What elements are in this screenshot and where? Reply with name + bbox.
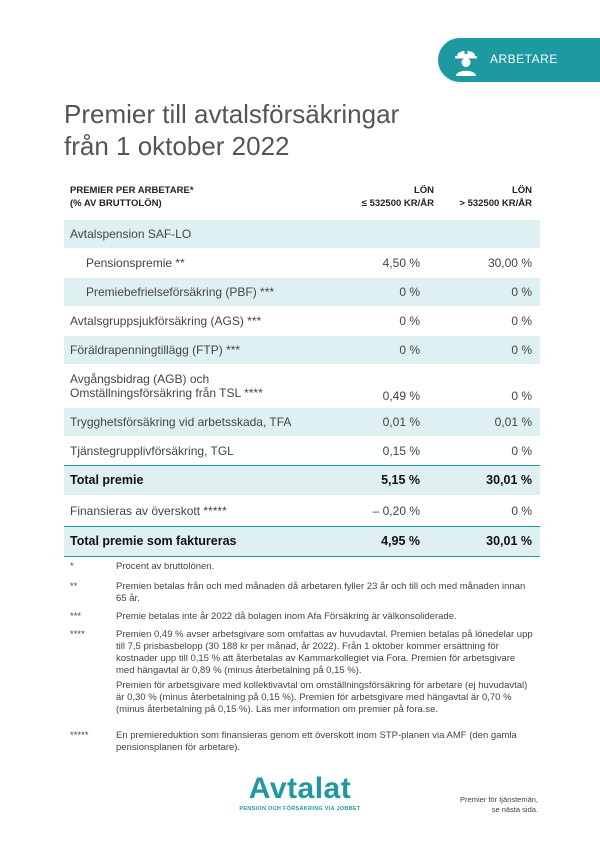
invoiced-total-row [64,526,540,556]
row-value-low: 4,50 % [382,256,420,270]
total-row [64,465,540,495]
worker-hardhat-icon [452,44,480,76]
footnote [70,611,540,623]
footnote-text: En premiereduktion som finansieras genom ett överskott inom STP-planen via AMF (den gamla pensionsplanen för arbetare). [116,730,517,753]
header-col1-line2: (% AV BRUTTOLÖN) [70,198,162,209]
row-label: Trygghetsförsäkring vid arbetsskada, TFA [64,408,314,436]
row-label-line1: Avgångsbidrag (AGB) och [70,372,210,386]
footnote-text: Premien 0,49 % avser arbetsgivare som omfattas av huvudavtal. Premien betalas på lönedelar upp till 7,5 prisbasbelopp (30 188 kr per månad, år 2022). Från 1 oktober kommer ersättning för kostnader upp till 0,15 % att återbetalas av Kammarkollegiet via Fora. Premien för arbetsgivare med hängavtal är 0,89 % (minus återbetalning på 0,15 %). [116,629,533,676]
next-page-note [460,795,538,815]
avtalat-logo [232,774,368,812]
page-title [64,98,399,162]
footnote-text: Procent av bruttolönen. [116,561,215,572]
premium-table [64,220,540,557]
row-value-high [430,220,540,248]
table-row [64,220,540,248]
row-value-low [314,220,430,248]
surplus-row [64,496,540,526]
header-col2-line1: LÖN [413,185,434,196]
header-col3 [459,184,532,210]
footnote [70,581,540,605]
row-label: Föräldrapenningtillägg (FTP) *** [64,336,314,364]
surplus-label: Finansieras av överskott ***** [70,503,227,518]
table-row [64,365,540,407]
table-row [64,307,540,335]
row-label: Tjänstegrupplivförsäkring, TGL [70,443,234,458]
footnote [70,730,540,754]
footnote-mark: ** [70,581,78,592]
page-title-line1: Premier till avtalsförsäkringar [64,99,400,129]
badge-label: ARBETARE [490,52,558,66]
row-label: Premiebefrielseförsäkring (PBF) *** [64,278,314,306]
header-col1-line1: PREMIER PER ARBETARE* [70,185,194,196]
footnote-mark: **** [70,629,85,640]
row-label: Avtalspension SAF-LO [64,220,314,248]
footnote-mark: * [70,561,74,572]
row-value-high: 0,01 % [430,408,540,436]
table-row [64,249,540,277]
total-value-low: 5,15 % [314,465,430,495]
header-col1 [70,184,194,210]
row-value-high: 0 % [511,389,532,403]
row-value-low: 0 % [314,336,430,364]
row-value-low: 0,01 % [314,408,430,436]
row-label [64,365,314,407]
footnote [70,561,540,573]
row-value-low: 0 % [399,314,420,328]
footnote [70,629,540,677]
table-row [64,278,540,306]
invoiced-value-high: 30,01 % [430,526,540,556]
total-value-high: 30,01 % [430,465,540,495]
next-page-note-line2: se nästa sida. [491,805,538,814]
footnote-text: Premien för arbetsgivare med kollektivavtal om omställningsförsäkring för arbetare (ej huvudavtal) är 0,30 % (minus återbetalning på 0,15 %). Premien för arbetsgivare med hängavtal är 0,70 % (minus återbetalning på 0,15 %). Läs mer information om premier på fora.se. [116,680,528,715]
row-label: Avtalsgruppsjukförsäkring (AGS) *** [70,314,262,328]
table-row [64,336,540,364]
row-value-high: 0 % [430,278,540,306]
total-label: Total premie [64,465,314,495]
table-row [64,437,540,465]
table-header [64,184,540,224]
footnote-mark: *** [70,611,82,622]
surplus-value-high: 0 % [511,503,532,518]
surplus-value-low: – 0,20 % [372,503,420,518]
footnote-text: Premien betalas från och med månaden då arbetaren fyller 23 år och till och med månaden innan 65 år. [116,581,526,604]
row-value-low: 0 % [314,278,430,306]
header-col3-line1: LÖN [511,185,532,196]
row-value-high: 0 % [511,443,532,458]
invoiced-value-low: 4,95 % [314,526,430,556]
row-value-high: 30,00 % [487,256,532,270]
table-row [64,408,540,436]
footnote [70,680,540,728]
header-col2-line2: ≤ 532500 KR/ÅR [361,198,434,209]
logo-tagline: PENSION OCH FÖRSÄKRING VIA JOBBET [239,806,361,812]
page-title-line2: från 1 oktober 2022 [64,131,290,161]
row-label: Pensionspremie ** [86,256,185,270]
invoiced-label: Total premie som faktureras [64,526,314,556]
next-page-note-line1: Premier för tjänstemän, [460,795,538,804]
row-label-line2: Omställningsförsäkring från TSL **** [70,386,263,400]
category-badge [438,38,600,82]
logo-wordmark: Avtalat [248,772,352,805]
footnote-text: Premie betalas inte år 2022 då bolagen inom Afa Försäkring är välkonsoliderade. [116,611,457,622]
row-value-low: 0,49 % [382,389,420,403]
footnote-mark: ***** [70,730,89,741]
header-col2 [362,184,434,210]
row-value-low: 0,15 % [382,443,420,458]
header-col3-line2: > 532500 KR/ÅR [459,198,532,209]
row-value-high: 0 % [511,314,532,328]
row-value-high: 0 % [430,336,540,364]
